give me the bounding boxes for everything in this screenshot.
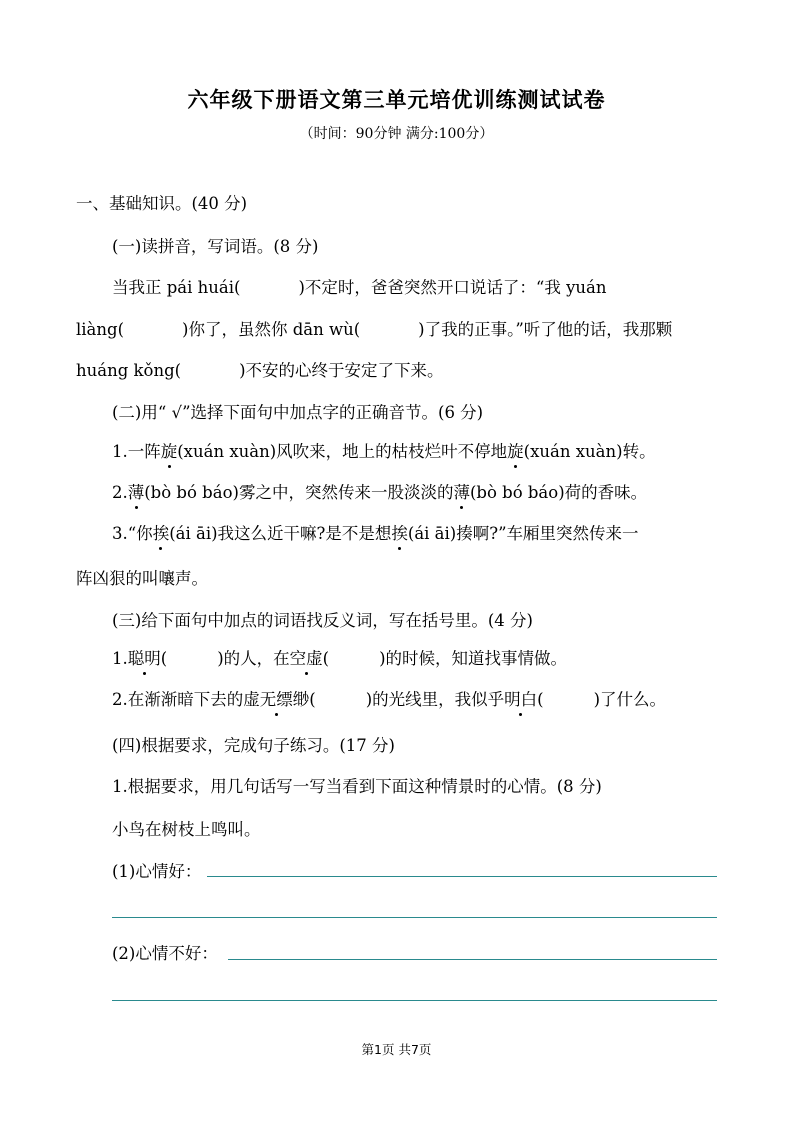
pinyin-options[interactable]: (bò bó báo)雾之中，突然传来一股淡淡的 <box>144 483 454 502</box>
text: ( <box>537 690 544 709</box>
part1-line-3 <box>76 357 444 381</box>
pinyin-options[interactable]: (xuán xuàn)转。 <box>523 442 656 461</box>
dotted-word: 虚无缥缈 <box>243 686 309 710</box>
answer-line[interactable] <box>228 959 717 960</box>
pinyin-options[interactable]: (ái āi)我这么近干嘛?是不是想 <box>169 524 392 543</box>
dotted-char: 薄 <box>453 479 470 503</box>
dotted-char: 薄 <box>128 479 145 503</box>
part1-line-1 <box>112 274 607 298</box>
text: )了什么。 <box>593 690 666 709</box>
text: huáng kǒng( <box>76 361 182 380</box>
answer-line[interactable] <box>112 1000 717 1001</box>
pinyin-options[interactable]: (ái āi)揍啊?”车厢里突然传来一 <box>407 524 639 543</box>
part1-line-2 <box>76 316 672 340</box>
dotted-char: 旋 <box>507 438 524 462</box>
part2-question-1 <box>112 438 656 462</box>
part3-heading: (三)给下面句中加点的词语找反义词，写在括号里。(4 分) <box>112 611 533 630</box>
dotted-word: 聪明 <box>128 645 161 669</box>
dotted-char: 挨 <box>391 520 408 544</box>
pinyin-options[interactable]: (xuán xuàn)风吹来，地上的枯枝烂叶不停地 <box>177 442 508 461</box>
text: )不安的心终于安定了下来。 <box>239 361 444 380</box>
dotted-char: 旋 <box>161 438 178 462</box>
answer-line[interactable] <box>207 876 717 877</box>
text: 2.在渐渐暗下去的 <box>112 690 244 709</box>
text: )你了，虽然你 dān wù( <box>182 320 361 339</box>
text: )的光线里，我似乎 <box>365 690 505 709</box>
part4-heading: (四)根据要求，完成句子练习。(17 分) <box>112 736 395 755</box>
text: )的时候，知道找事情做。 <box>379 649 567 668</box>
text: )不定时，爸爸突然开口说话了：“我 yuán <box>298 278 607 297</box>
answer-line[interactable] <box>112 917 717 918</box>
text: 当我正 pái huái( <box>112 278 241 297</box>
part2-question-3-cont: 阵凶狠的叫嚷声。 <box>76 569 208 588</box>
part4-question-1: 1.根据要求，用几句话写一写当看到下面这种情景时的心情。(8 分) <box>112 777 602 796</box>
dotted-word: 空虚 <box>290 645 323 669</box>
part3-question-1 <box>112 645 567 669</box>
text: liàng( <box>76 320 125 339</box>
text: ( <box>309 690 316 709</box>
part2-question-3 <box>112 520 639 544</box>
page-number: 第1页 共7页 <box>361 1042 432 1057</box>
section-heading: 一、基础知识。(40 分) <box>76 194 248 213</box>
scene-sentence: 小鸟在树枝上鸣叫。 <box>112 820 261 839</box>
page-title: 六年级下册语文第三单元培优训练测试试卷 <box>187 87 606 112</box>
text: 3.“你 <box>112 524 153 543</box>
text: 1.一阵 <box>112 442 161 461</box>
exam-info: （时间：90分钟 满分:100分） <box>299 126 494 142</box>
text: )的人，在 <box>217 649 290 668</box>
part2-heading: (二)用“ √”选择下面句中加点字的正确音节。(6 分) <box>112 403 484 422</box>
dotted-word: 明白 <box>504 686 537 710</box>
text: ( <box>322 649 330 668</box>
answer-label-good-mood: (1)心情好： <box>112 862 202 881</box>
dotted-char: 挨 <box>153 520 170 544</box>
text: 2. <box>112 483 128 502</box>
part2-question-2 <box>112 479 647 503</box>
part1-heading: (一)读拼音，写词语。(8 分) <box>112 237 319 256</box>
text: 1. <box>112 649 128 668</box>
text: )了我的正事。”听了他的话，我那颗 <box>418 320 673 339</box>
text: ( <box>160 649 168 668</box>
pinyin-options[interactable]: (bò bó báo)荷的香味。 <box>469 483 648 502</box>
answer-label-bad-mood: (2)心情不好： <box>112 944 218 963</box>
part3-question-2 <box>112 686 666 710</box>
